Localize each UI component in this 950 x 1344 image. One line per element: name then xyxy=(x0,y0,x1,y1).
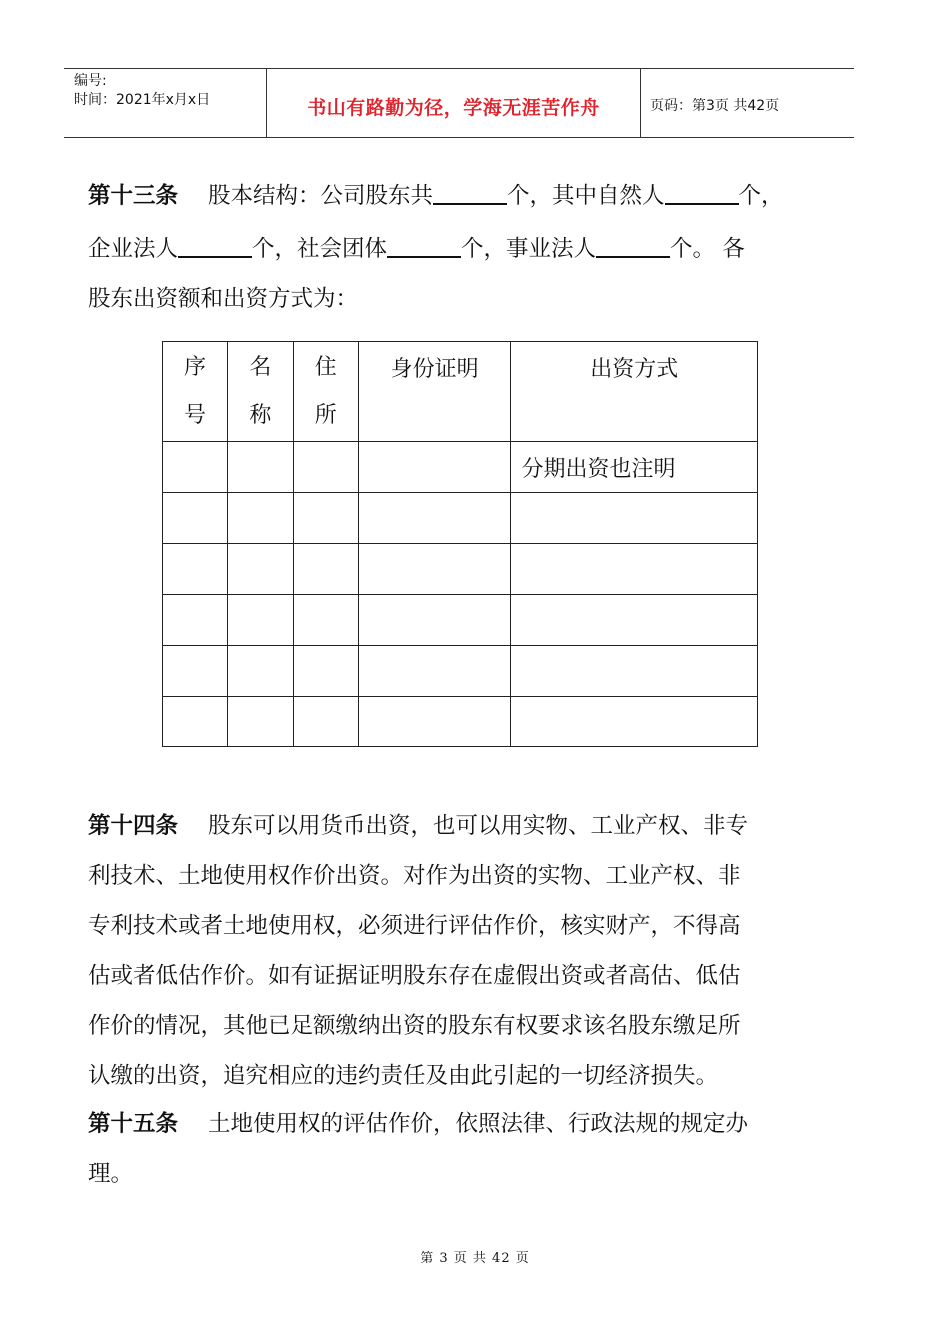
table-row xyxy=(163,646,758,697)
article-13-line-3: 股东出资额和出资方式为： xyxy=(88,286,359,312)
blank-shareholders[interactable] xyxy=(433,183,507,205)
shareholder-table xyxy=(162,341,758,747)
header-right-cell xyxy=(640,69,854,137)
article-13-line-2: 企业法人 个，社会团体 个，事业法人 个。 各 xyxy=(88,236,745,262)
article-15-line-1: 第十五条 土地使用权的评估作价，依照法律、行政法规的规定办 xyxy=(88,1111,749,1137)
doc-number-label: 编号: xyxy=(74,73,107,89)
motto: 书山有路勤为径，学海无涯苦作舟 xyxy=(307,97,600,119)
table-header-row xyxy=(163,342,758,442)
col-name-header: 名 称 xyxy=(227,342,293,442)
col-id-header: 身份证明 xyxy=(358,342,511,442)
col-seq-header: 序 号 xyxy=(163,342,228,442)
table-row xyxy=(163,697,758,747)
page-footer: 第 3 页 共 42 页 xyxy=(420,1251,530,1266)
article-14-line-5: 作价的情况，其他已足额缴纳出资的股东有权要求该名股东缴足所 xyxy=(88,1013,741,1039)
col-method-header: 出资方式 xyxy=(511,342,758,442)
article-15-title: 第十五条 xyxy=(88,1111,179,1137)
article-14-line-3: 专利技术或者土地使用权，必须进行评估作价，核实财产，不得高 xyxy=(88,913,741,939)
article-14-line-2: 利技术、土地使用权作价出资。对作为出资的实物、工业产权、非 xyxy=(88,863,741,889)
header-left-cell xyxy=(64,69,266,137)
blank-enterprise-legal-persons[interactable] xyxy=(178,236,252,258)
time-label: 时间：2021年x月x日 xyxy=(74,92,211,108)
article-15-line-2: 理。 xyxy=(88,1161,134,1187)
blank-public-institutions[interactable] xyxy=(596,236,670,258)
article-13-title: 第十三条 xyxy=(88,183,179,209)
blank-natural-persons[interactable] xyxy=(665,183,739,205)
blank-social-groups[interactable] xyxy=(387,236,461,258)
table-row xyxy=(163,595,758,646)
table-row xyxy=(163,493,758,544)
page-info: 页码：第3页 共42页 xyxy=(650,98,780,114)
article-14-title: 第十四条 xyxy=(88,813,179,839)
col-address-header: 住 所 xyxy=(293,342,358,442)
header-center-cell xyxy=(266,69,641,137)
installment-note[interactable]: 分期出资也注明 xyxy=(511,442,758,493)
article-14-line-1: 第十四条 股东可以用货币出资，也可以用实物、工业产权、非专 xyxy=(88,813,749,839)
table-row xyxy=(163,544,758,595)
article-13-line-1: 第十三条 股本结构：公司股东共 个，其中自然人 个， xyxy=(88,183,784,209)
page-header xyxy=(64,68,854,138)
table-row xyxy=(163,442,758,493)
article-14-line-4: 估或者低估作价。如有证据证明股东存在虚假出资或者高估、低估 xyxy=(88,963,741,989)
article-14-line-6: 认缴的出资，追究相应的违约责任及由此引起的一切经济损失。 xyxy=(88,1063,719,1089)
